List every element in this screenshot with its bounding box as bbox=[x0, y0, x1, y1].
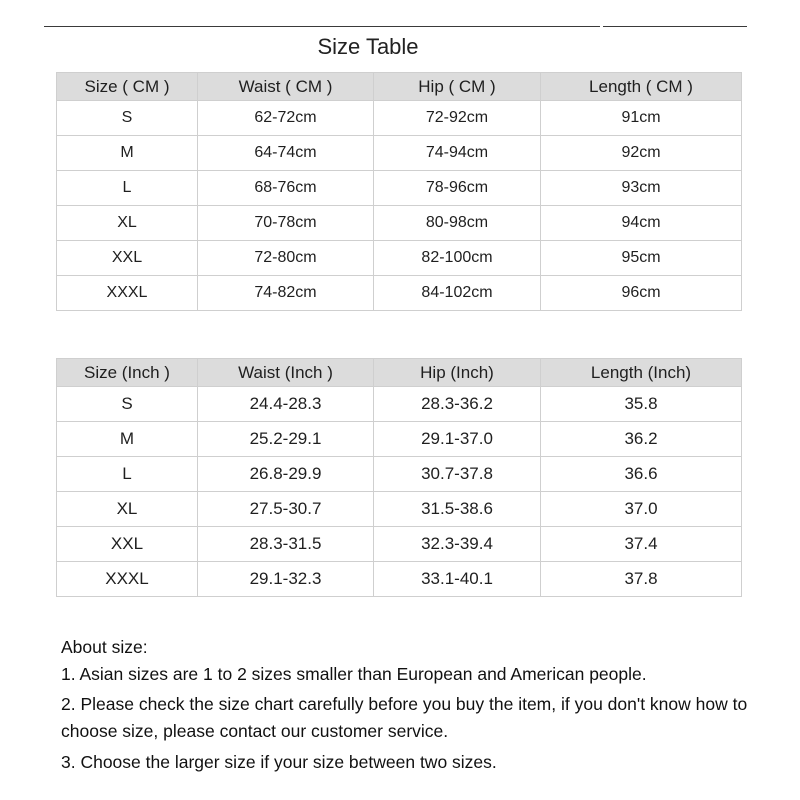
table-row bbox=[57, 527, 742, 562]
cell-hip: 33.1-40.1 bbox=[374, 562, 541, 597]
table-row bbox=[57, 136, 742, 171]
notes-heading: About size: bbox=[61, 637, 148, 657]
cell-length: 37.0 bbox=[541, 492, 742, 527]
header-waist: Waist ( CM ) bbox=[198, 73, 374, 101]
size-table-inch bbox=[56, 358, 742, 597]
cell-waist: 70-78cm bbox=[198, 206, 374, 241]
cell-waist: 28.3-31.5 bbox=[198, 527, 374, 562]
cell-hip: 72-92cm bbox=[374, 101, 541, 136]
page-title: Size Table bbox=[317, 34, 419, 59]
table-row bbox=[57, 241, 742, 276]
cell-waist: 68-76cm bbox=[198, 171, 374, 206]
cell-length: 92cm bbox=[541, 136, 742, 171]
cell-waist: 26.8-29.9 bbox=[198, 457, 374, 492]
table-header-row bbox=[57, 359, 742, 387]
header-size: Size ( CM ) bbox=[57, 73, 198, 101]
cell-size: XXL bbox=[57, 527, 198, 562]
cell-size: L bbox=[57, 457, 198, 492]
cell-waist: 62-72cm bbox=[198, 101, 374, 136]
top-divider-right bbox=[603, 26, 747, 27]
size-table-cm bbox=[56, 72, 742, 311]
cell-size: XXXL bbox=[57, 276, 198, 311]
top-divider-left bbox=[44, 26, 600, 27]
cell-hip: 30.7-37.8 bbox=[374, 457, 541, 492]
cell-length: 96cm bbox=[541, 276, 742, 311]
cell-length: 95cm bbox=[541, 241, 742, 276]
size-notes bbox=[61, 634, 761, 776]
cell-waist: 74-82cm bbox=[198, 276, 374, 311]
cell-size: XL bbox=[57, 206, 198, 241]
cell-waist: 27.5-30.7 bbox=[198, 492, 374, 527]
table-row bbox=[57, 387, 742, 422]
cell-hip: 28.3-36.2 bbox=[374, 387, 541, 422]
cell-waist: 72-80cm bbox=[198, 241, 374, 276]
cell-size: S bbox=[57, 101, 198, 136]
cell-size: M bbox=[57, 422, 198, 457]
cell-length: 35.8 bbox=[541, 387, 742, 422]
table-row bbox=[57, 101, 742, 136]
cell-length: 93cm bbox=[541, 171, 742, 206]
cell-size: M bbox=[57, 136, 198, 171]
cell-size: XL bbox=[57, 492, 198, 527]
cell-hip: 74-94cm bbox=[374, 136, 541, 171]
cell-hip: 82-100cm bbox=[374, 241, 541, 276]
cell-hip: 32.3-39.4 bbox=[374, 527, 541, 562]
table-row bbox=[57, 492, 742, 527]
cell-length: 36.2 bbox=[541, 422, 742, 457]
header-waist: Waist (Inch ) bbox=[198, 359, 374, 387]
cell-hip: 29.1-37.0 bbox=[374, 422, 541, 457]
header-length: Length (Inch) bbox=[541, 359, 742, 387]
cell-waist: 25.2-29.1 bbox=[198, 422, 374, 457]
header-length: Length ( CM ) bbox=[541, 73, 742, 101]
table-row bbox=[57, 562, 742, 597]
note-item: 2. Please check the size chart carefully before you buy the item, if you don't know how to choose size, please contact our customer service. bbox=[61, 694, 748, 741]
cell-size: XXL bbox=[57, 241, 198, 276]
cell-size: XXXL bbox=[57, 562, 198, 597]
cell-waist: 24.4-28.3 bbox=[198, 387, 374, 422]
cell-waist: 64-74cm bbox=[198, 136, 374, 171]
table-row bbox=[57, 206, 742, 241]
cell-length: 94cm bbox=[541, 206, 742, 241]
header-size: Size (Inch ) bbox=[57, 359, 198, 387]
cell-hip: 78-96cm bbox=[374, 171, 541, 206]
table-header-row bbox=[57, 73, 742, 101]
header-hip: Hip (Inch) bbox=[374, 359, 541, 387]
cell-hip: 80-98cm bbox=[374, 206, 541, 241]
note-item: 3. Choose the larger size if your size between two sizes. bbox=[61, 752, 497, 772]
cell-length: 37.8 bbox=[541, 562, 742, 597]
cell-hip: 84-102cm bbox=[374, 276, 541, 311]
cell-hip: 31.5-38.6 bbox=[374, 492, 541, 527]
header-hip: Hip ( CM ) bbox=[374, 73, 541, 101]
table-row bbox=[57, 457, 742, 492]
table-row bbox=[57, 171, 742, 206]
table-row bbox=[57, 276, 742, 311]
cell-length: 37.4 bbox=[541, 527, 742, 562]
table-row bbox=[57, 422, 742, 457]
note-item: 1. Asian sizes are 1 to 2 sizes smaller than European and American people. bbox=[61, 664, 647, 684]
cell-length: 36.6 bbox=[541, 457, 742, 492]
cell-size: S bbox=[57, 387, 198, 422]
cell-waist: 29.1-32.3 bbox=[198, 562, 374, 597]
cell-length: 91cm bbox=[541, 101, 742, 136]
cell-size: L bbox=[57, 171, 198, 206]
